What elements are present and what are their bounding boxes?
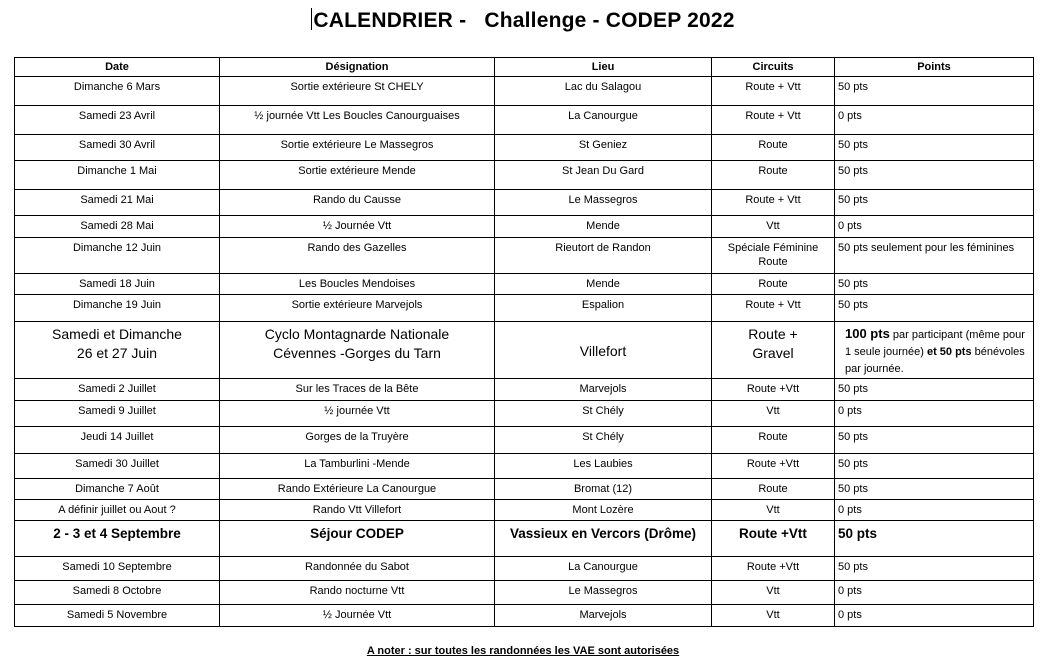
cell-lieu: Vassieux en Vercors (Drôme) <box>495 521 712 557</box>
cell-points: 50 pts <box>835 557 1034 581</box>
cell-circuits: Route +Vtt <box>712 454 835 479</box>
cell-designation: Séjour CODEP <box>220 521 495 557</box>
cell-date: Samedi 21 Mai <box>15 190 220 216</box>
calendar-table <box>14 57 1034 627</box>
cell-date <box>15 322 220 379</box>
cell-date: Samedi 5 Novembre <box>15 605 220 627</box>
cell-points: 50 pts <box>835 295 1034 322</box>
cell-points: 0 pts <box>835 401 1034 427</box>
cell-lieu: Espalion <box>495 295 712 322</box>
cell-points: 50 pts <box>835 479 1034 500</box>
footer-note: A noter : sur toutes les randonnées les VAE sont autorisées <box>366 645 680 657</box>
table-row <box>15 106 1034 135</box>
table-row <box>15 500 1034 521</box>
cell-date-line2: 26 et 27 Juin <box>76 345 158 361</box>
cell-lieu: Marvejols <box>495 379 712 401</box>
cell-designation: Sortie extérieure St CHELY <box>220 77 495 106</box>
table-row <box>15 135 1034 161</box>
cell-date: Samedi 8 Octobre <box>15 581 220 605</box>
cell-lieu: Le Massegros <box>495 581 712 605</box>
table-row <box>15 521 1034 557</box>
cell-date: Samedi 30 Avril <box>15 135 220 161</box>
cell-designation: Les Boucles Mendoises <box>220 274 495 295</box>
cell-designation: Rando Extérieure La Canourgue <box>220 479 495 500</box>
cell-date: Samedi 18 Juin <box>15 274 220 295</box>
table-row <box>15 322 1034 379</box>
cell-designation <box>220 322 495 379</box>
table-row <box>15 581 1034 605</box>
cell-lieu: St Geniez <box>495 135 712 161</box>
cell-circuits-line1: Route + <box>748 326 798 342</box>
cell-date: Jeudi 14 Juillet <box>15 427 220 454</box>
cell-points: 50 pts <box>835 427 1034 454</box>
points-bold-c: et 50 pts <box>926 346 972 358</box>
cell-designation: ½ journée Vtt <box>220 401 495 427</box>
cell-circuits: Route + Vtt <box>712 77 835 106</box>
cell-lieu: Rieutort de Randon <box>495 238 712 274</box>
cell-points: 50 pts <box>835 190 1034 216</box>
cell-circuits: Vtt <box>712 500 835 521</box>
table-row <box>15 379 1034 401</box>
cell-circuits-line2: Route <box>758 256 788 268</box>
cell-points: 0 pts <box>835 605 1034 627</box>
cell-lieu: La Canourgue <box>495 557 712 581</box>
points-bold-a: 100 pts <box>845 326 890 341</box>
cell-points: 50 pts <box>835 161 1034 190</box>
cell-lieu: Mende <box>495 216 712 238</box>
cell-points <box>835 322 1034 379</box>
cell-date: Dimanche 12 Juin <box>15 238 220 274</box>
cell-designation: ½ journée Vtt Les Boucles Canourguaises <box>220 106 495 135</box>
table-row <box>15 161 1034 190</box>
cell-designation: Randonnée du Sabot <box>220 557 495 581</box>
table-row <box>15 216 1034 238</box>
cell-designation-line1: Cyclo Montagnarde Nationale <box>264 326 450 342</box>
cell-designation: Rando nocturne Vtt <box>220 581 495 605</box>
cell-points: 0 pts <box>835 581 1034 605</box>
cell-date: Samedi 23 Avril <box>15 106 220 135</box>
cell-lieu: La Canourgue <box>495 106 712 135</box>
cell-lieu: Mont Lozère <box>495 500 712 521</box>
cell-lieu: St Jean Du Gard <box>495 161 712 190</box>
cell-points: 0 pts <box>835 216 1034 238</box>
cell-circuits: Vtt <box>712 216 835 238</box>
cell-circuits: Vtt <box>712 401 835 427</box>
table-row <box>15 295 1034 322</box>
cell-designation: La Tamburlini -Mende <box>220 454 495 479</box>
cell-date: Dimanche 7 Août <box>15 479 220 500</box>
cell-circuits-line1: Spéciale Féminine <box>727 242 819 254</box>
cell-circuits: Route <box>712 427 835 454</box>
header-designation: Désignation <box>220 58 495 77</box>
cell-points: 50 pts seulement pour les féminines <box>835 238 1034 274</box>
cell-designation: Sortie extérieure Marvejols <box>220 295 495 322</box>
table-row <box>15 190 1034 216</box>
cell-date: Dimanche 19 Juin <box>15 295 220 322</box>
cell-circuits <box>712 238 835 274</box>
cell-lieu: St Chély <box>495 401 712 427</box>
cell-designation: ½ Journée Vtt <box>220 216 495 238</box>
cell-points: 50 pts <box>835 379 1034 401</box>
cell-circuits: Route +Vtt <box>712 379 835 401</box>
table-row <box>15 77 1034 106</box>
cell-lieu: Les Laubies <box>495 454 712 479</box>
cell-circuits-line2: Gravel <box>752 345 794 361</box>
cell-lieu: Villefort <box>495 322 712 379</box>
cell-date-line1: Samedi et Dimanche <box>52 326 182 342</box>
cell-lieu: St Chély <box>495 427 712 454</box>
table-row <box>15 605 1034 627</box>
cell-circuits: Route +Vtt <box>712 521 835 557</box>
cell-circuits: Route <box>712 135 835 161</box>
page-title-text: CALENDRIER - Challenge - CODEP 2022 <box>313 9 735 32</box>
cell-circuits: Route +Vtt <box>712 557 835 581</box>
cell-lieu: Marvejols <box>495 605 712 627</box>
cell-designation: Sur les Traces de la Bête <box>220 379 495 401</box>
cell-designation: Gorges de la Truyère <box>220 427 495 454</box>
table-row <box>15 401 1034 427</box>
cell-circuits: Route <box>712 161 835 190</box>
cell-designation: Sortie extérieure Le Massegros <box>220 135 495 161</box>
header-date: Date <box>15 58 220 77</box>
cell-points: 50 pts <box>835 454 1034 479</box>
cell-circuits: Vtt <box>712 605 835 627</box>
cell-designation: Sortie extérieure Mende <box>220 161 495 190</box>
cell-lieu: Mende <box>495 274 712 295</box>
cell-designation-line2: Cévennes -Gorges du Tarn <box>273 345 441 361</box>
page-title <box>0 8 1046 33</box>
points-text-b: par participant (même pour 1 seule journée) <box>845 329 1028 358</box>
cell-date: Dimanche 1 Mai <box>15 161 220 190</box>
cell-designation: ½ Journée Vtt <box>220 605 495 627</box>
cell-points: 0 pts <box>835 500 1034 521</box>
cell-circuits: Route <box>712 274 835 295</box>
cell-circuits: Route + Vtt <box>712 106 835 135</box>
cell-date: Samedi 9 Juillet <box>15 401 220 427</box>
table-row <box>15 427 1034 454</box>
cell-date: Samedi 30 Juillet <box>15 454 220 479</box>
cell-points: 50 pts <box>835 521 1034 557</box>
header-lieu: Lieu <box>495 58 712 77</box>
cell-circuits: Route <box>712 479 835 500</box>
header-circuits: Circuits <box>712 58 835 77</box>
cell-circuits: Route + Vtt <box>712 295 835 322</box>
cell-date: Dimanche 6 Mars <box>15 77 220 106</box>
cell-designation: Rando des Gazelles <box>220 238 495 274</box>
cell-lieu: Lac du Salagou <box>495 77 712 106</box>
cell-date: Samedi 28 Mai <box>15 216 220 238</box>
cell-lieu: Le Massegros <box>495 190 712 216</box>
cell-points: 50 pts <box>835 135 1034 161</box>
cell-date: 2 - 3 et 4 Septembre <box>15 521 220 557</box>
cell-circuits: Route + Vtt <box>712 190 835 216</box>
table-row <box>15 274 1034 295</box>
cell-lieu: Bromat (12) <box>495 479 712 500</box>
cell-date: A définir juillet ou Aout ? <box>15 500 220 521</box>
cell-points: 0 pts <box>835 106 1034 135</box>
cell-designation: Rando Vtt Villefort <box>220 500 495 521</box>
cell-date: Samedi 2 Juillet <box>15 379 220 401</box>
table-row <box>15 238 1034 274</box>
cell-date: Samedi 10 Septembre <box>15 557 220 581</box>
table-row <box>15 454 1034 479</box>
cell-points: 50 pts <box>835 274 1034 295</box>
header-points: Points <box>835 58 1034 77</box>
table-row <box>15 557 1034 581</box>
cell-points: 50 pts <box>835 77 1034 106</box>
points-text-d: bénévoles par journée. <box>845 346 1028 375</box>
cell-designation: Rando du Causse <box>220 190 495 216</box>
cell-circuits: Vtt <box>712 581 835 605</box>
cell-circuits <box>712 322 835 379</box>
header-row <box>15 58 1034 77</box>
table-row <box>15 479 1034 500</box>
